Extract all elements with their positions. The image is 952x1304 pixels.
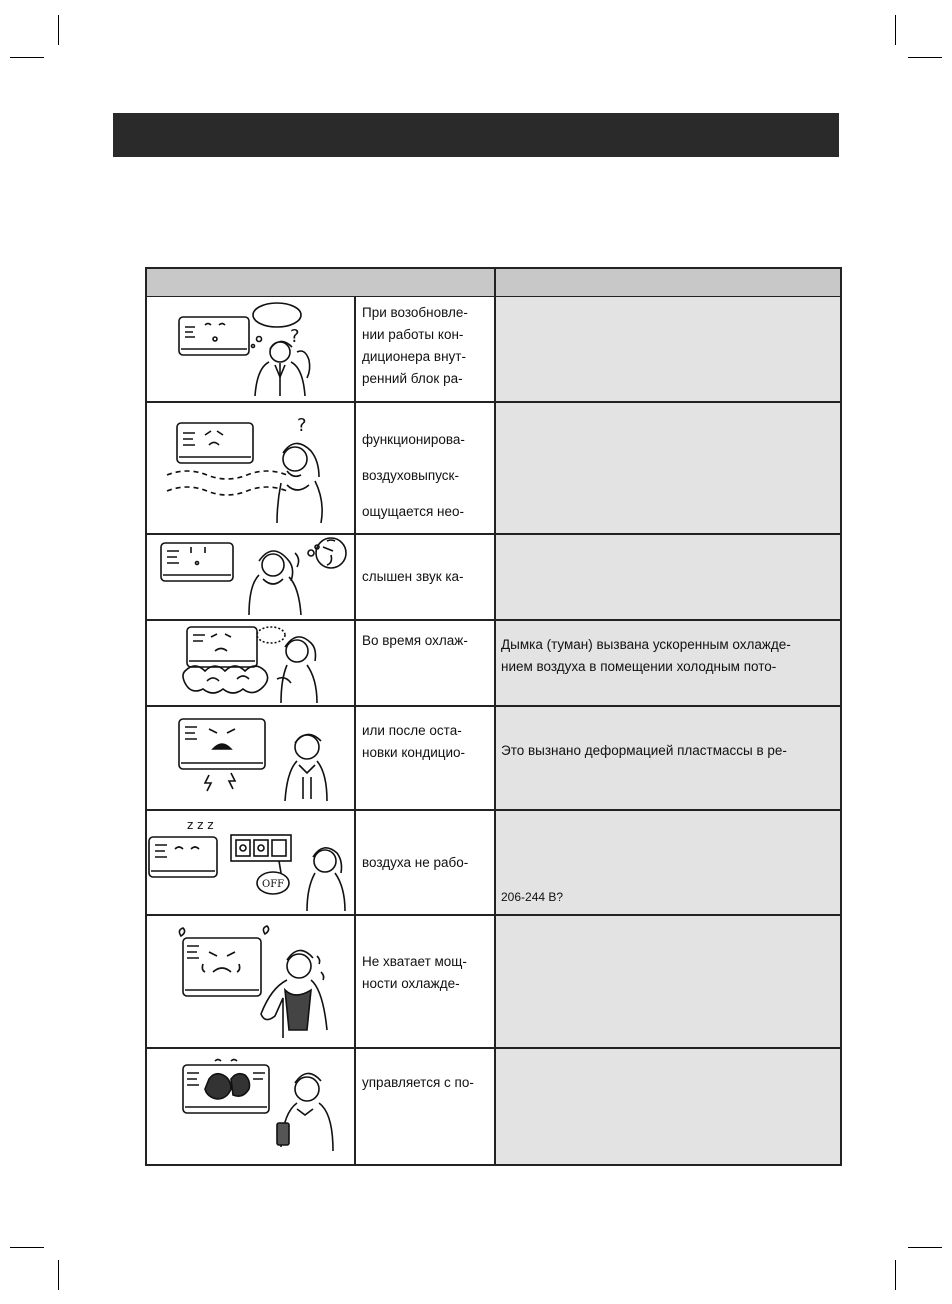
cause-cell: [496, 403, 840, 533]
ac-unit-wavy-air-woman-icon: [147, 403, 355, 533]
svg-text:z z z: z z z: [187, 818, 214, 832]
crop-mark: [10, 57, 44, 58]
symptom-cell: Не хватает мощ- ности охлажде-: [362, 954, 467, 991]
switch-off-label: OFF: [262, 879, 285, 890]
cause-cell: [496, 297, 840, 401]
crop-mark: [908, 57, 942, 58]
symptom-cell: или после оста- новки кондицио-: [362, 723, 466, 760]
column-divider: [494, 269, 496, 1164]
svg-text:?: ?: [290, 326, 300, 347]
cause-cell: [496, 916, 840, 1047]
troubleshooting-table: [145, 267, 842, 1166]
symptom-cell: слышен звук ка-: [362, 569, 464, 584]
ac-unit-sweating-man-icon: [147, 916, 355, 1047]
symptom-cell: функционирова- воздуховыпуск- ощущается нео-: [362, 432, 465, 519]
ac-unit-mist-woman-icon: [147, 621, 355, 705]
header-bar: [113, 113, 839, 157]
ac-unit-woman-speech-bubble-icon: [147, 297, 355, 401]
crop-mark: [58, 1260, 59, 1290]
crop-mark: [58, 15, 59, 45]
ac-unit-cracking-man-icon: [147, 707, 355, 809]
ac-unit-sleeping-switch-off-icon: [147, 811, 355, 914]
cause-text: Дымка (туман) вызвана ускоренным охлажде- нием воздуха в помещении холодным пото-: [501, 637, 791, 674]
cause-cell: [496, 535, 840, 619]
cause-cell: [496, 1049, 840, 1164]
symptom-cell: При возобновле- нии работы кон- диционера внут- ренний блок ра-: [362, 305, 468, 386]
symptom-cell: управляется с по-: [362, 1075, 474, 1090]
svg-text:?: ?: [297, 415, 307, 436]
symptom-cell: воздуха не рабо-: [362, 855, 469, 870]
crop-mark: [908, 1247, 942, 1248]
ac-unit-man-remote-control-icon: [147, 1049, 355, 1164]
cause-text: 206-244 В?: [501, 890, 564, 904]
symptom-cell: Во время охлаж-: [362, 633, 468, 648]
cause-text: Это вызнано деформацией пластмассы в ре-: [501, 743, 787, 758]
ac-unit-woman-water-drip-icon: [147, 535, 355, 619]
crop-mark: [10, 1247, 44, 1248]
crop-mark: [895, 1260, 896, 1290]
crop-mark: [895, 15, 896, 45]
